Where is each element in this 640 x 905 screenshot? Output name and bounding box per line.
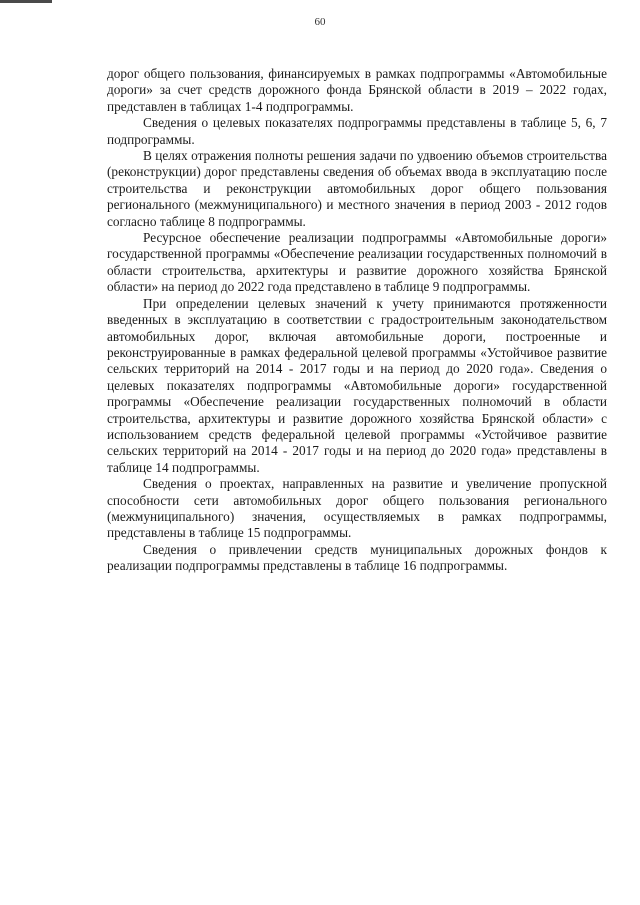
scan-edge-mark xyxy=(0,0,52,3)
paragraph-municipal-funds: Сведения о привлечении средств муниципальных дорожных фондов к реализации подпрограммы представлены в таблице 16 подпрограммы. xyxy=(107,541,607,574)
paragraph-construction-volumes: В целях отражения полноты решения задачи по удвоению объемов строительства (реконструкции) дорог представлены сведения об объемах ввода в эксплуатацию после строительства и реконструкции автомобильных дорог общего пользования регионального (межмуниципального) и местного значения в период 2003 - 2012 годов согласно таблице 8 подпрограммы. xyxy=(107,148,607,229)
paragraph-target-values: При определении целевых значений к учету принимаются протяженности введенных в эксплуатацию в соответствии с градостроительным законодательством автомобильных дорог, включая автомобильные дороги, построенные и реконструированные в рамках федеральной целевой программы «Устойчивое развитие сельских территорий на 2014 - 2017 годы и на период до 2020 года». Сведения о целевых показателях подпрограммы «Автомобильные дороги» государственной программы «Обеспечение реализации государственных полномочий в области строительства, архитектуры и развитие дорожного хозяйства Брянской области» с использованием средств федеральной целевой программы «Устойчивое развитие сельских территорий на 2014 - 2017 годы и на период до 2020 года» представлены в таблице 14 подпрограммы. xyxy=(107,295,607,475)
paragraph-projects: Сведения о проектах, направленных на развитие и увеличение пропускной способности сети автомобильных дорог общего пользования регионального (межмуниципального) значения, осуществляемых в рамках подпрограммы, представлены в таблице 15 подпрограммы. xyxy=(107,476,607,541)
paragraph-target-indicators: Сведения о целевых показателях подпрограммы представлены в таблице 5, 6, 7 подпрограммы. xyxy=(107,115,607,147)
paragraph-continuation: дорог общего пользования, финансируемых в рамках подпрограммы «Автомобильные дороги» за счет средств дорожного фонда Брянской области в 2019 – 2022 годах, представлен в таблицах 1-4 подпрограммы. xyxy=(107,66,607,114)
page-number: 60 xyxy=(314,16,326,28)
document-body xyxy=(107,66,607,575)
paragraph-resource-provision: Ресурсное обеспечение реализации подпрограммы «Автомобильные дороги» государственной программы «Обеспечение реализации государственных полномочий в области строительства, архитектуры и развитие дорожного хозяйства Брянской области» на период до 2022 года представлено в таблице 9 подпрограммы. xyxy=(107,230,607,295)
